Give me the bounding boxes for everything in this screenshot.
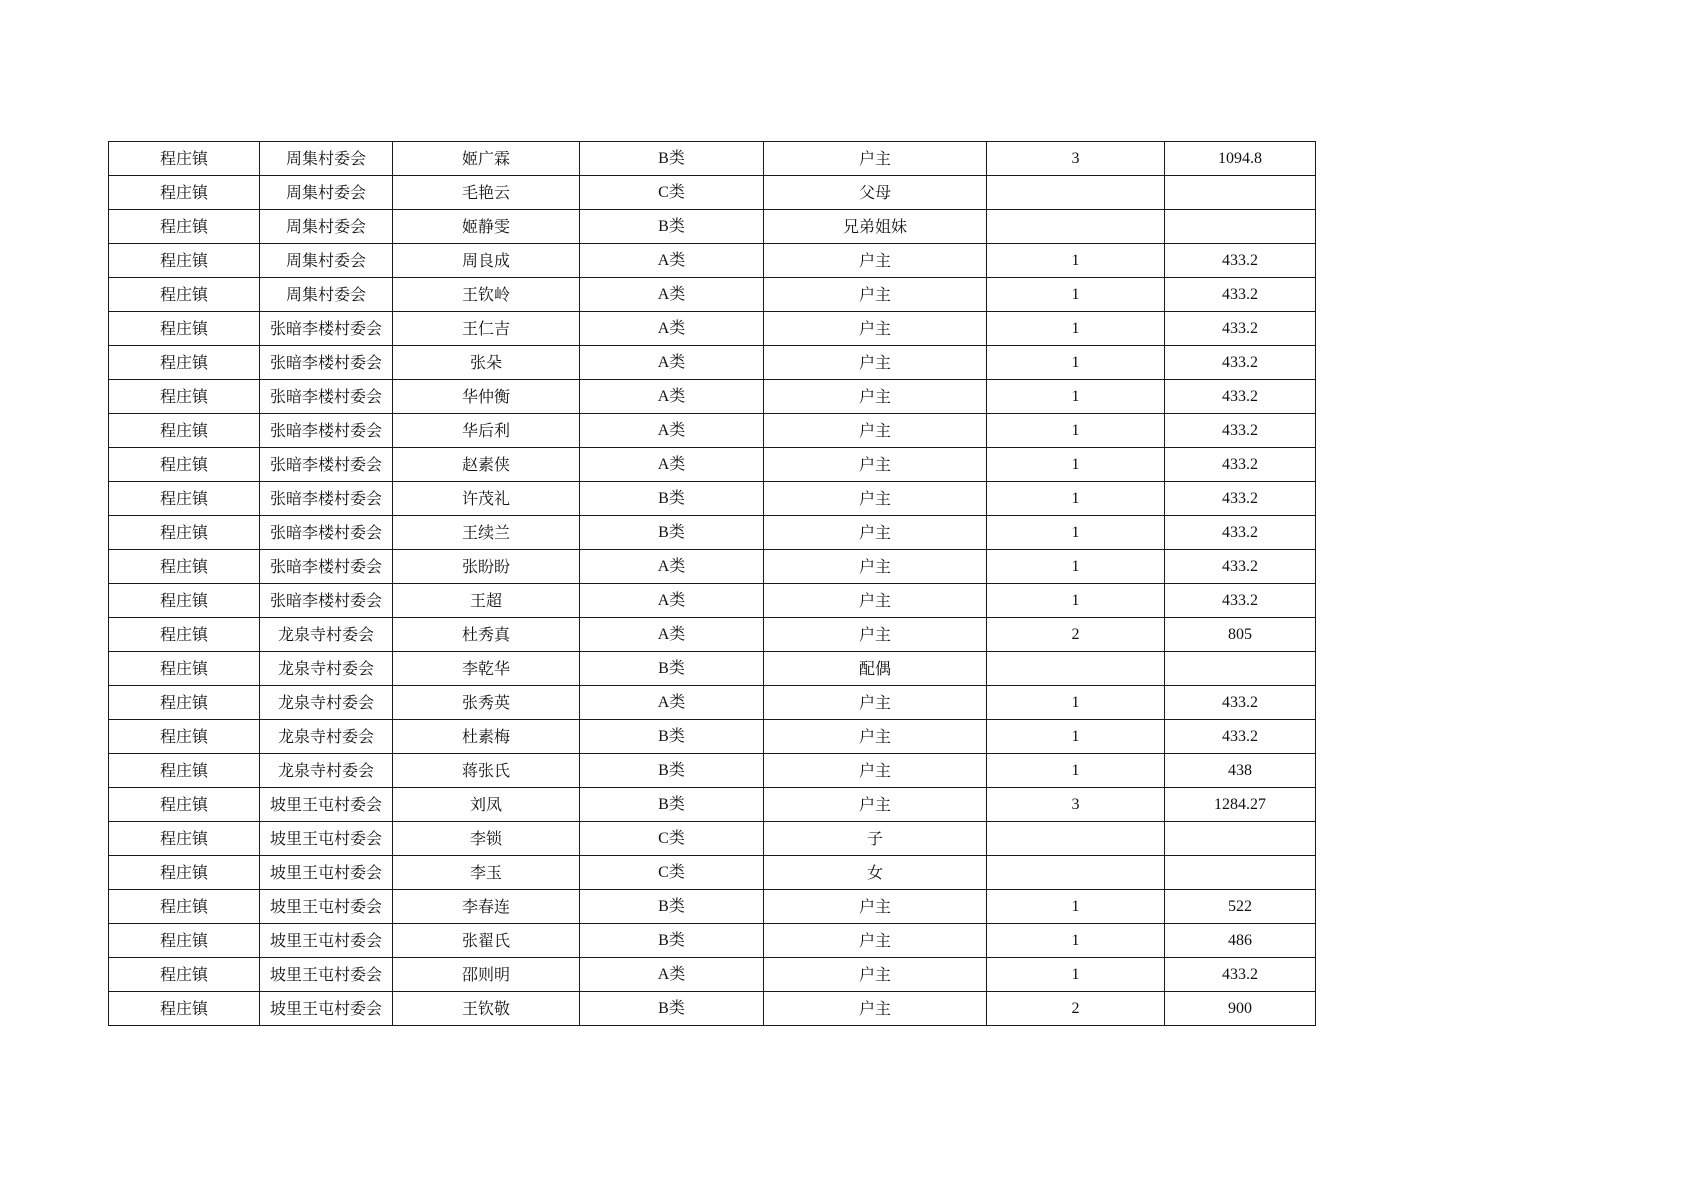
village-committee-cell: 坡里王屯村委会: [260, 924, 393, 958]
village-committee-cell: 坡里王屯村委会: [260, 890, 393, 924]
household-size-cell: 1: [987, 380, 1165, 414]
category-cell: B类: [580, 924, 764, 958]
village-committee-cell: 坡里王屯村委会: [260, 856, 393, 890]
table-row: [109, 210, 1316, 244]
household-size-cell: 1: [987, 686, 1165, 720]
town-cell: 程庄镇: [109, 856, 260, 890]
category-cell: B类: [580, 142, 764, 176]
amount-cell: [1165, 822, 1316, 856]
name-cell: 赵素侠: [393, 448, 580, 482]
table-row: [109, 788, 1316, 822]
town-cell: 程庄镇: [109, 652, 260, 686]
name-cell: 杜秀真: [393, 618, 580, 652]
table-row: [109, 278, 1316, 312]
village-committee-cell: 张暗李楼村委会: [260, 380, 393, 414]
category-cell: A类: [580, 550, 764, 584]
table-row: [109, 380, 1316, 414]
table-row: [109, 754, 1316, 788]
amount-cell: 433.2: [1165, 482, 1316, 516]
relation-cell: 户主: [764, 618, 987, 652]
table-row: [109, 482, 1316, 516]
name-cell: 李春连: [393, 890, 580, 924]
amount-cell: 433.2: [1165, 686, 1316, 720]
table-row: [109, 584, 1316, 618]
amount-cell: [1165, 856, 1316, 890]
town-cell: 程庄镇: [109, 618, 260, 652]
household-size-cell: 1: [987, 584, 1165, 618]
table-row: [109, 856, 1316, 890]
household-size-cell: 1: [987, 346, 1165, 380]
amount-cell: 433.2: [1165, 312, 1316, 346]
relation-cell: 户主: [764, 584, 987, 618]
name-cell: 刘凤: [393, 788, 580, 822]
name-cell: 李乾华: [393, 652, 580, 686]
amount-cell: 433.2: [1165, 346, 1316, 380]
household-size-cell: [987, 176, 1165, 210]
amount-cell: 433.2: [1165, 380, 1316, 414]
household-size-cell: [987, 822, 1165, 856]
town-cell: 程庄镇: [109, 244, 260, 278]
town-cell: 程庄镇: [109, 414, 260, 448]
name-cell: 王仁吉: [393, 312, 580, 346]
category-cell: B类: [580, 890, 764, 924]
table-row: [109, 890, 1316, 924]
table-row: [109, 142, 1316, 176]
category-cell: A类: [580, 686, 764, 720]
name-cell: 张秀英: [393, 686, 580, 720]
town-cell: 程庄镇: [109, 448, 260, 482]
amount-cell: 433.2: [1165, 414, 1316, 448]
relation-cell: 户主: [764, 244, 987, 278]
household-size-cell: 1: [987, 516, 1165, 550]
amount-cell: 433.2: [1165, 584, 1316, 618]
category-cell: A类: [580, 244, 764, 278]
category-cell: C类: [580, 176, 764, 210]
relation-cell: 户主: [764, 550, 987, 584]
table-row: [109, 448, 1316, 482]
table-row: [109, 346, 1316, 380]
relation-cell: 户主: [764, 890, 987, 924]
name-cell: 王超: [393, 584, 580, 618]
amount-cell: 522: [1165, 890, 1316, 924]
relation-cell: 户主: [764, 924, 987, 958]
name-cell: 姬静雯: [393, 210, 580, 244]
household-size-cell: 1: [987, 414, 1165, 448]
household-size-cell: 1: [987, 448, 1165, 482]
household-size-cell: 2: [987, 618, 1165, 652]
relation-cell: 户主: [764, 482, 987, 516]
relation-cell: 兄弟姐妹: [764, 210, 987, 244]
table-row: [109, 550, 1316, 584]
relation-cell: 女: [764, 856, 987, 890]
town-cell: 程庄镇: [109, 516, 260, 550]
category-cell: A类: [580, 618, 764, 652]
relation-cell: 户主: [764, 686, 987, 720]
name-cell: 蒋张氏: [393, 754, 580, 788]
village-committee-cell: 坡里王屯村委会: [260, 788, 393, 822]
town-cell: 程庄镇: [109, 822, 260, 856]
relation-cell: 户主: [764, 992, 987, 1026]
village-committee-cell: 坡里王屯村委会: [260, 822, 393, 856]
household-size-cell: [987, 652, 1165, 686]
village-committee-cell: 周集村委会: [260, 278, 393, 312]
table-row: [109, 618, 1316, 652]
amount-cell: 1284.27: [1165, 788, 1316, 822]
category-cell: B类: [580, 516, 764, 550]
household-size-cell: 1: [987, 312, 1165, 346]
category-cell: B类: [580, 788, 764, 822]
household-size-cell: 2: [987, 992, 1165, 1026]
amount-cell: 438: [1165, 754, 1316, 788]
amount-cell: 433.2: [1165, 720, 1316, 754]
relation-cell: 配偶: [764, 652, 987, 686]
relation-cell: 户主: [764, 720, 987, 754]
name-cell: 华后利: [393, 414, 580, 448]
relation-cell: 户主: [764, 788, 987, 822]
assistance-table-sheet: [108, 141, 1316, 1026]
relation-cell: 户主: [764, 142, 987, 176]
amount-cell: 433.2: [1165, 516, 1316, 550]
household-size-cell: 1: [987, 244, 1165, 278]
relation-cell: 子: [764, 822, 987, 856]
village-committee-cell: 张暗李楼村委会: [260, 584, 393, 618]
relation-cell: 户主: [764, 278, 987, 312]
assistance-table: [108, 141, 1316, 1026]
category-cell: A类: [580, 346, 764, 380]
relation-cell: 户主: [764, 414, 987, 448]
name-cell: 杜素梅: [393, 720, 580, 754]
table-row: [109, 652, 1316, 686]
town-cell: 程庄镇: [109, 788, 260, 822]
town-cell: 程庄镇: [109, 584, 260, 618]
village-committee-cell: 坡里王屯村委会: [260, 958, 393, 992]
town-cell: 程庄镇: [109, 924, 260, 958]
household-size-cell: 1: [987, 278, 1165, 312]
name-cell: 许茂礼: [393, 482, 580, 516]
category-cell: A类: [580, 584, 764, 618]
household-size-cell: 1: [987, 958, 1165, 992]
category-cell: B类: [580, 992, 764, 1026]
amount-cell: 486: [1165, 924, 1316, 958]
amount-cell: 433.2: [1165, 958, 1316, 992]
household-size-cell: 1: [987, 550, 1165, 584]
town-cell: 程庄镇: [109, 482, 260, 516]
household-size-cell: 1: [987, 890, 1165, 924]
village-committee-cell: 周集村委会: [260, 142, 393, 176]
amount-cell: 433.2: [1165, 550, 1316, 584]
category-cell: C类: [580, 856, 764, 890]
amount-cell: 433.2: [1165, 448, 1316, 482]
name-cell: 邵则明: [393, 958, 580, 992]
category-cell: B类: [580, 754, 764, 788]
household-size-cell: 1: [987, 754, 1165, 788]
village-committee-cell: 周集村委会: [260, 210, 393, 244]
name-cell: 周良成: [393, 244, 580, 278]
village-committee-cell: 龙泉寺村委会: [260, 652, 393, 686]
category-cell: A类: [580, 958, 764, 992]
town-cell: 程庄镇: [109, 720, 260, 754]
household-size-cell: [987, 856, 1165, 890]
category-cell: A类: [580, 448, 764, 482]
village-committee-cell: 周集村委会: [260, 244, 393, 278]
village-committee-cell: 龙泉寺村委会: [260, 618, 393, 652]
relation-cell: 户主: [764, 448, 987, 482]
village-committee-cell: 张暗李楼村委会: [260, 312, 393, 346]
amount-cell: 1094.8: [1165, 142, 1316, 176]
name-cell: 王钦敬: [393, 992, 580, 1026]
town-cell: 程庄镇: [109, 380, 260, 414]
village-committee-cell: 周集村委会: [260, 176, 393, 210]
amount-cell: 433.2: [1165, 278, 1316, 312]
table-row: [109, 958, 1316, 992]
name-cell: 张盼盼: [393, 550, 580, 584]
village-committee-cell: 龙泉寺村委会: [260, 720, 393, 754]
amount-cell: [1165, 210, 1316, 244]
table-row: [109, 720, 1316, 754]
relation-cell: 户主: [764, 346, 987, 380]
category-cell: C类: [580, 822, 764, 856]
relation-cell: 户主: [764, 312, 987, 346]
town-cell: 程庄镇: [109, 992, 260, 1026]
table-row: [109, 924, 1316, 958]
category-cell: B类: [580, 720, 764, 754]
household-size-cell: 3: [987, 788, 1165, 822]
category-cell: B类: [580, 652, 764, 686]
household-size-cell: 1: [987, 924, 1165, 958]
category-cell: B类: [580, 482, 764, 516]
village-committee-cell: 张暗李楼村委会: [260, 516, 393, 550]
village-committee-cell: 张暗李楼村委会: [260, 414, 393, 448]
name-cell: 王续兰: [393, 516, 580, 550]
name-cell: 李玉: [393, 856, 580, 890]
category-cell: A类: [580, 278, 764, 312]
town-cell: 程庄镇: [109, 278, 260, 312]
village-committee-cell: 龙泉寺村委会: [260, 686, 393, 720]
town-cell: 程庄镇: [109, 958, 260, 992]
category-cell: A类: [580, 380, 764, 414]
village-committee-cell: 张暗李楼村委会: [260, 346, 393, 380]
name-cell: 毛艳云: [393, 176, 580, 210]
amount-cell: 433.2: [1165, 244, 1316, 278]
town-cell: 程庄镇: [109, 346, 260, 380]
amount-cell: 900: [1165, 992, 1316, 1026]
village-committee-cell: 龙泉寺村委会: [260, 754, 393, 788]
name-cell: 王钦岭: [393, 278, 580, 312]
table-row: [109, 312, 1316, 346]
table-row: [109, 822, 1316, 856]
relation-cell: 户主: [764, 380, 987, 414]
table-row: [109, 992, 1316, 1026]
town-cell: 程庄镇: [109, 176, 260, 210]
name-cell: 张朵: [393, 346, 580, 380]
relation-cell: 户主: [764, 516, 987, 550]
village-committee-cell: 坡里王屯村委会: [260, 992, 393, 1026]
village-committee-cell: 张暗李楼村委会: [260, 482, 393, 516]
relation-cell: 父母: [764, 176, 987, 210]
relation-cell: 户主: [764, 958, 987, 992]
town-cell: 程庄镇: [109, 210, 260, 244]
category-cell: A类: [580, 312, 764, 346]
town-cell: 程庄镇: [109, 890, 260, 924]
amount-cell: [1165, 652, 1316, 686]
village-committee-cell: 张暗李楼村委会: [260, 550, 393, 584]
town-cell: 程庄镇: [109, 312, 260, 346]
household-size-cell: 1: [987, 482, 1165, 516]
relation-cell: 户主: [764, 754, 987, 788]
town-cell: 程庄镇: [109, 686, 260, 720]
name-cell: 华仲衡: [393, 380, 580, 414]
town-cell: 程庄镇: [109, 754, 260, 788]
village-committee-cell: 张暗李楼村委会: [260, 448, 393, 482]
category-cell: B类: [580, 210, 764, 244]
name-cell: 李锁: [393, 822, 580, 856]
amount-cell: 805: [1165, 618, 1316, 652]
household-size-cell: 3: [987, 142, 1165, 176]
category-cell: A类: [580, 414, 764, 448]
table-body: [109, 142, 1316, 1026]
household-size-cell: [987, 210, 1165, 244]
household-size-cell: 1: [987, 720, 1165, 754]
table-row: [109, 244, 1316, 278]
name-cell: 姬广霖: [393, 142, 580, 176]
town-cell: 程庄镇: [109, 550, 260, 584]
name-cell: 张翟氏: [393, 924, 580, 958]
amount-cell: [1165, 176, 1316, 210]
town-cell: 程庄镇: [109, 142, 260, 176]
table-row: [109, 414, 1316, 448]
table-row: [109, 176, 1316, 210]
table-row: [109, 516, 1316, 550]
table-row: [109, 686, 1316, 720]
